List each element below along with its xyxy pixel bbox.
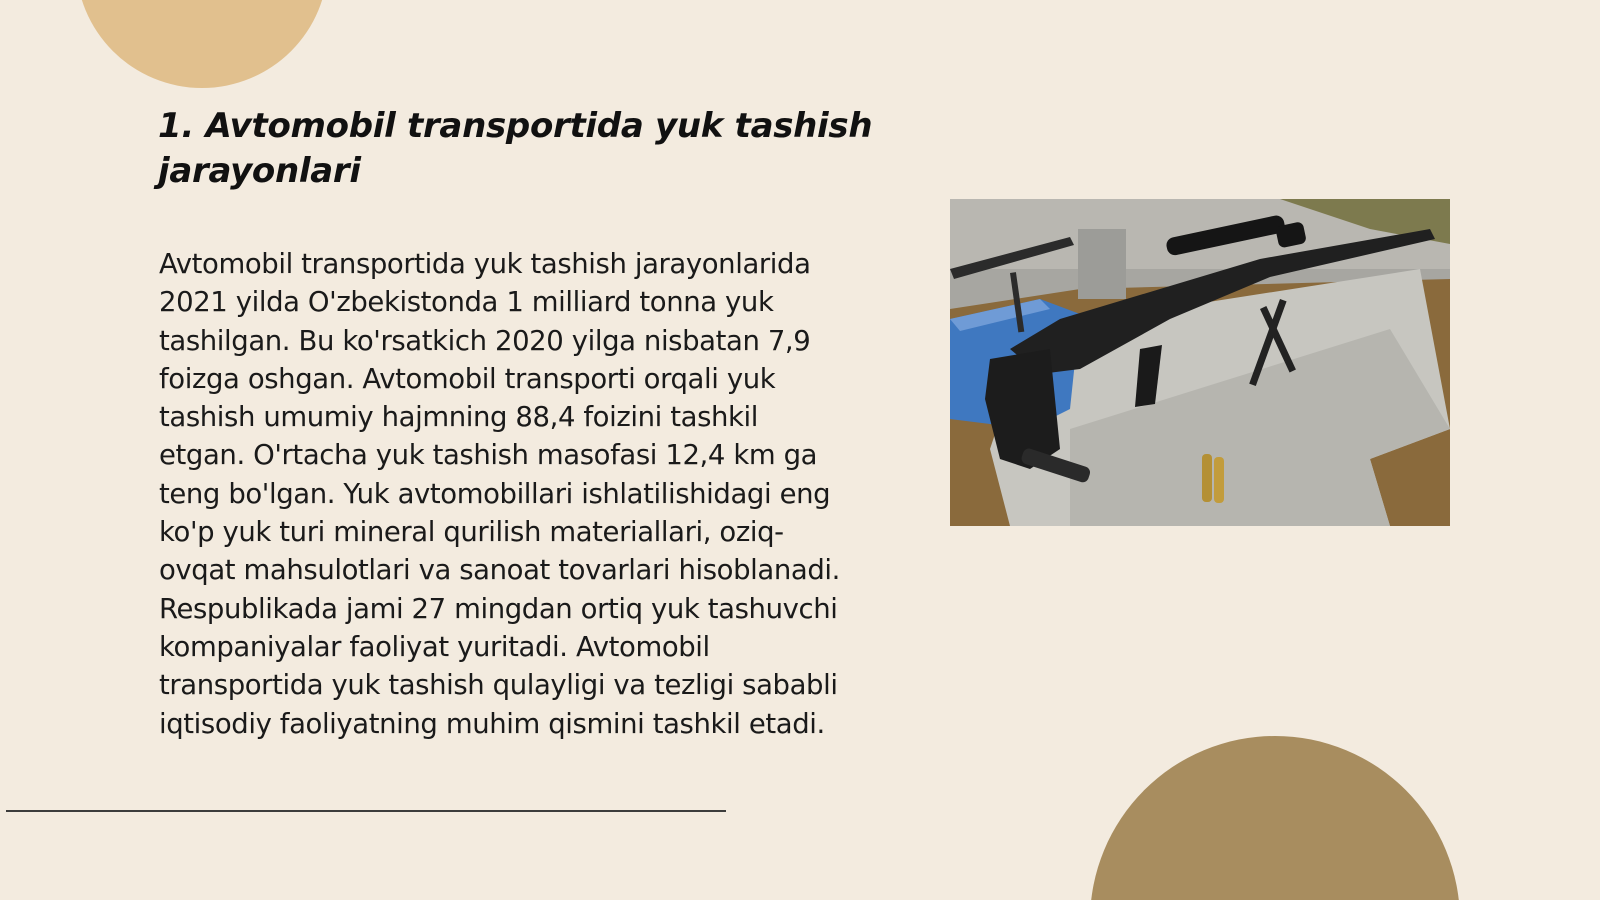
rifle-photo [950,199,1450,526]
divider-line [6,810,726,812]
slide-body-text: Avtomobil transportida yuk tashish jarayonlarida 2021 yilda O'zbekistonda 1 milliard tonna yuk tashilgan. Bu ko'rsatkich 2020 yilga nisbatan 7,9 foizga oshgan. Avtomobil transporti orqali yuk tashish umumiy hajmning 88,4 foizini tashkil etgan. O'rtacha yuk tashish masofasi 12,4 km ga teng bo'lgan. Yuk avtomobillari ishlatilishidagi eng ko'p yuk turi mineral qurilish materiallari, oziq-ovqat mahsulotlari va sanoat tovarlari hisoblanadi. Respublikada jami 27 mingdan ortiq yuk tashuvchi kompaniyalar faoliyat yuritadi. Avtomobil transportida yuk tashish qulayligi va tezligi sababli iqtisodiy faoliyatning muhim qismini tashkil etadi. [159,248,840,740]
decorative-circle-top [76,0,328,88]
decorative-circle-bottom [1090,736,1460,900]
slide-title: 1. Avtomobil transportida yuk tashish jarayonlari [158,106,873,191]
